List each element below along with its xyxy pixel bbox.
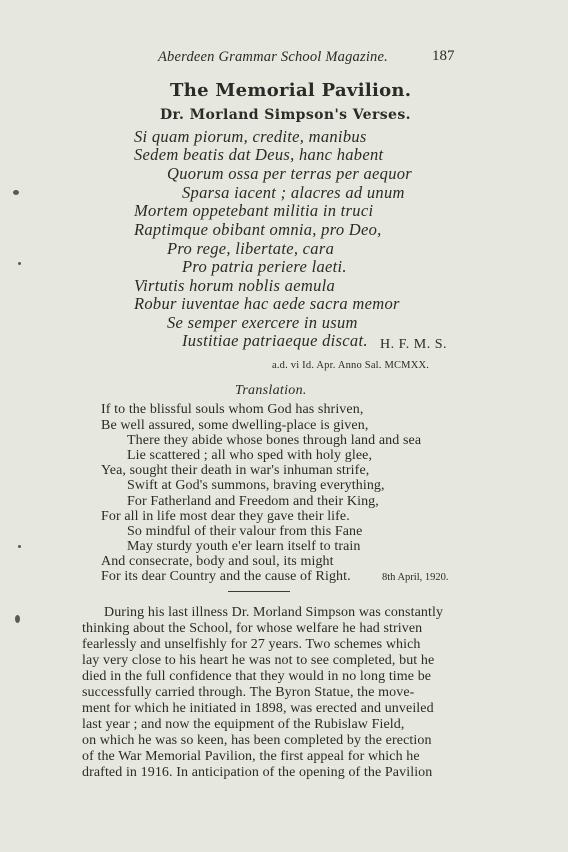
- margin-speck: [18, 545, 21, 548]
- translation-line: If to the blissful souls whom God has shriven,: [101, 402, 364, 417]
- translation-line: So mindful of their valour from this Fane: [127, 524, 363, 539]
- translation-line: There they abide whose bones through land and sea: [127, 433, 422, 448]
- margin-speck: [15, 615, 20, 623]
- translation-line: Lie scattered ; all who sped with holy glee,: [127, 448, 373, 463]
- prose-line: on which he was so keen, has been completed by the erection: [82, 733, 432, 748]
- running-head: Aberdeen Grammar School Magazine.: [158, 49, 388, 65]
- signature: H. F. M. S.: [380, 337, 448, 352]
- latin-verse-line: Sedem beatis dat Deus, hanc habent: [134, 145, 384, 164]
- latin-verse-line: Robur iuventae hac aede sacra memor: [134, 294, 400, 313]
- translation-line: For all in life most dear they gave their life.: [101, 509, 350, 524]
- margin-speck: [13, 190, 19, 195]
- latin-verse-line: Pro rege, libertate, cara: [167, 239, 335, 258]
- translation-line: May sturdy youth e'er learn itself to train: [127, 539, 361, 554]
- page-number: 187: [432, 48, 455, 64]
- translation-date: 8th April, 1920.: [382, 572, 449, 583]
- latin-verse-line: Se semper exercere in usum: [167, 313, 358, 332]
- prose-line: lay very close to his heart he was not to see completed, but he: [82, 653, 435, 668]
- translation-line: Yea, sought their death in war's inhuman strife,: [101, 463, 370, 478]
- prose-line: of the War Memorial Pavilion, the first appeal for which he: [82, 749, 420, 764]
- latin-verse-line: Virtutis horum noblis aemula: [134, 276, 336, 295]
- translation-line: And consecrate, body and soul, its might: [101, 554, 334, 569]
- translation-heading: Translation.: [235, 383, 307, 398]
- margin-speck: [18, 262, 21, 265]
- section-divider: [228, 591, 290, 592]
- article-title: The Memorial Pavilion.: [170, 80, 412, 101]
- translation-line: For its dear Country and the cause of Right.: [101, 569, 351, 584]
- latin-verse-line: Sparsa iacent ; alacres ad unum: [182, 183, 405, 202]
- prose-line: drafted in 1916. In anticipation of the opening of the Pavilion: [82, 765, 433, 780]
- article-subtitle: Dr. Morland Simpson's Verses.: [160, 107, 411, 123]
- translation-line: Swift at God's summons, braving everything,: [127, 478, 385, 493]
- prose-line: died in the full confidence that they would in no long time be: [82, 669, 432, 684]
- prose-line: last year ; and now the equipment of the Rubislaw Field,: [82, 717, 405, 732]
- prose-line: thinking about the School, for whose welfare he had striven: [82, 621, 423, 636]
- translation-line: For Fatherland and Freedom and their King,: [127, 494, 379, 509]
- latin-date: a.d. vi Id. Apr. Anno Sal. MCMXX.: [272, 360, 430, 371]
- latin-verse-line: Pro patria periere laeti.: [182, 257, 347, 276]
- prose-line: During his last illness Dr. Morland Simpson was constantly: [104, 605, 444, 620]
- translation-line: Be well assured, some dwelling-place is given,: [101, 418, 369, 433]
- latin-verse-line: Raptimque obibant omnia, pro Deo,: [134, 220, 382, 239]
- latin-verse-line: Mortem oppetebant militia in truci: [134, 201, 374, 220]
- prose-line: fearlessly and unselfishly for 27 years. Two schemes which: [82, 637, 421, 652]
- latin-verse-line: Iustitiae patriaeque discat.: [182, 331, 368, 350]
- latin-verse-line: Quorum ossa per terras per aequor: [167, 164, 413, 183]
- prose-line: successfully carried through. The Byron Statue, the move-: [82, 685, 415, 700]
- latin-verse-line: Si quam piorum, credite, manibus: [134, 127, 367, 146]
- prose-line: ment for which he initiated in 1898, was erected and unveiled: [82, 701, 434, 716]
